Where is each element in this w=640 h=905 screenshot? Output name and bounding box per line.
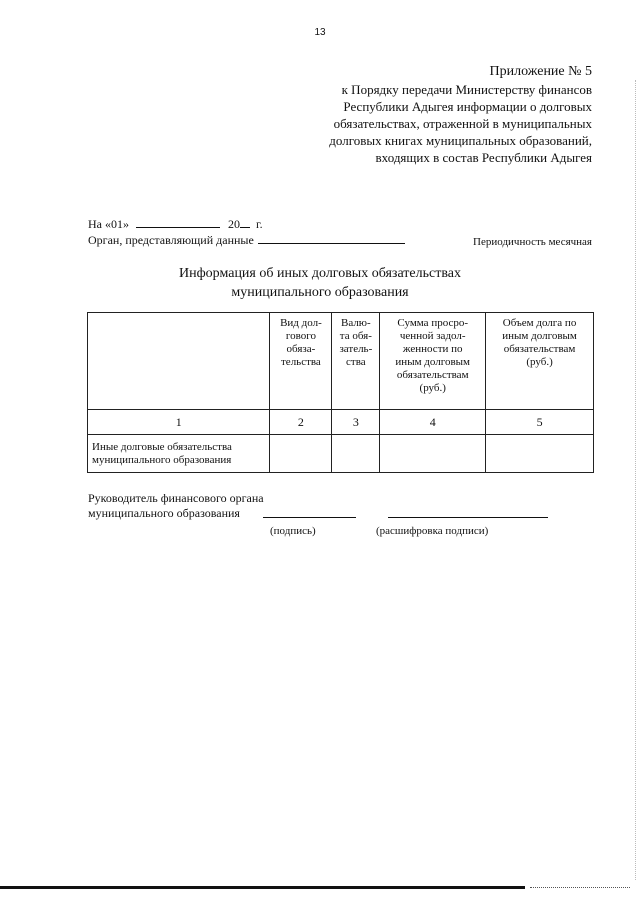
organ-label: Орган, представляющий данные: [88, 233, 254, 247]
date-prefix: На «01»: [88, 217, 129, 231]
column-number: 3: [332, 410, 380, 435]
table-number-row: [88, 410, 594, 435]
data-cell: [380, 435, 486, 473]
column-number: 2: [270, 410, 332, 435]
appendix-title: Приложение № 5: [489, 64, 592, 79]
date-suffix: г.: [256, 217, 263, 231]
date-month-blank: [136, 217, 220, 228]
periodicity-label: Периодичность месячная: [473, 236, 592, 248]
appendix-line: Республики Адыгея информации о долговых: [343, 99, 592, 114]
column-number: 1: [88, 410, 270, 435]
table-row: [88, 435, 594, 473]
scan-bottom-dash: [530, 887, 630, 889]
header-cell: [380, 313, 486, 410]
report-date-line: [88, 217, 263, 231]
signature-block: [88, 491, 264, 521]
date-year-blank: [240, 217, 250, 228]
form-title-line: муниципального образования: [231, 285, 409, 300]
appendix-line: обязательствах, отраженной в муниципальных: [333, 116, 592, 131]
column-number: 5: [486, 410, 594, 435]
appendix-line: к Порядку передачи Министерству финансов: [341, 82, 592, 97]
scan-edge-marks: [635, 80, 637, 880]
signature-blank: [263, 517, 356, 518]
header-text: Сумма просро- ченной задол- женности по иным долговым обязательствам (руб.): [395, 317, 471, 394]
signature-title-line: Руководитель финансового органа: [88, 491, 264, 505]
data-cell: [332, 435, 380, 473]
data-cell: [486, 435, 594, 473]
appendix-block: [262, 62, 592, 166]
date-year-prefix: 20: [228, 217, 240, 231]
header-text: Объем долга по иным долговым обязательствам (руб.): [502, 317, 577, 368]
header-text: Вид дол- гового обяза- тельства: [280, 317, 322, 368]
table-header-row: [88, 313, 594, 410]
form-title-line: Информация об иных долговых обязательствах: [179, 266, 461, 281]
header-cell: [270, 313, 332, 410]
column-number: 4: [380, 410, 486, 435]
data-cell: [270, 435, 332, 473]
signature-decode-blank: [388, 517, 548, 518]
scan-bottom-bar: [0, 886, 525, 889]
organ-blank: [258, 233, 405, 244]
appendix-line: входящих в состав Республики Адыгея: [375, 150, 592, 165]
organ-line: [88, 233, 405, 247]
header-cell: [486, 313, 594, 410]
row-label: Иные долговые обязательства муниципального образования: [88, 435, 270, 473]
signature-title-line: муниципального образования: [88, 506, 240, 520]
form-title: [0, 264, 640, 302]
header-text: Валю- та обя- затель- ства: [339, 317, 373, 368]
report-table: [87, 312, 594, 473]
signature-caption: (подпись): [270, 525, 316, 537]
header-cell: [332, 313, 380, 410]
page-number: 13: [314, 27, 326, 38]
appendix-line: долговых книгах муниципальных образований,: [329, 133, 592, 148]
header-cell: [88, 313, 270, 410]
signature-decode-caption: (расшифровка подписи): [376, 525, 489, 537]
